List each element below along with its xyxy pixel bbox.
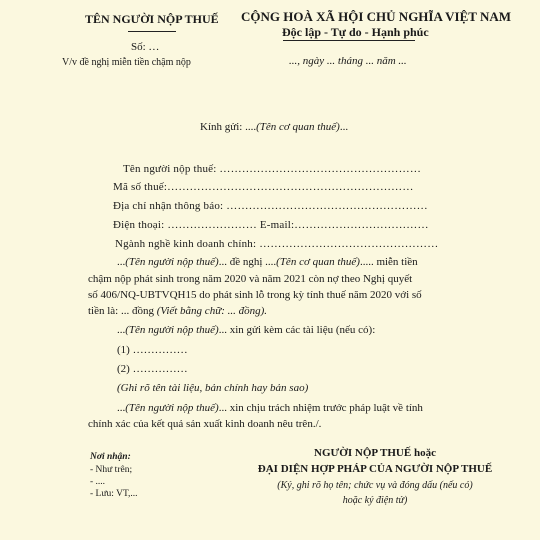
paragraph-1-line-3: số 406/NQ-UBTVQH15 do phát sinh lỗ trong kỳ tính thuế năm 2020 với số — [88, 289, 422, 301]
date-line: ..., ngày ... tháng ... năm ... — [289, 55, 407, 67]
recipient-item: - Lưu: VT,... — [90, 489, 138, 499]
paragraph-3-line-2: chính xác của kết quả sản xuất kinh doanh nêu trên./. — [88, 418, 322, 430]
amount-text: tiền là: ... đồng — [88, 305, 157, 317]
attachment-item-1: (1) …………… — [117, 344, 188, 356]
taxpayer-name-placeholder: (Tên người nộp thuế) — [125, 256, 219, 268]
taxpayer-name-placeholder: (Tên người nộp thuế) — [125, 402, 219, 414]
paragraph-3-line-1 — [117, 402, 423, 414]
paragraph-1-line-4 — [88, 305, 267, 317]
field-notice-address: Địa chỉ nhận thông báo: ……………………………………………… — [113, 200, 428, 212]
signature-title-1: NGƯỜI NỘP THUẾ hoặc — [314, 447, 436, 459]
taxpayer-name-placeholder: (Tên người nộp thuế) — [125, 324, 219, 336]
document-subject: V/v đề nghị miễn tiền chậm nộp — [62, 57, 191, 68]
header-left-rule — [128, 31, 176, 32]
paragraph-2 — [117, 324, 375, 336]
attachment-item-2: (2) …………… — [117, 363, 188, 375]
amount-in-words: (Viết bằng chữ: ... đồng). — [156, 305, 268, 317]
greeting-recipient: (Tên cơ quan thuế) — [256, 121, 340, 133]
attachment-note: (Ghi rõ tên tài liệu, bản chính hay bản sao) — [117, 382, 309, 394]
text-fragment: ... — [117, 402, 126, 414]
signature-title-2: ĐẠI DIỆN HỢP PHÁP CỦA NGƯỜI NỘP THUẾ — [257, 463, 493, 475]
taxpayer-name-header: TÊN NGƯỜI NỘP THUẾ — [85, 12, 219, 26]
greeting-label: Kính gửi: .... — [200, 121, 257, 133]
tax-authority-placeholder: (Tên cơ quan thuế) — [276, 256, 360, 268]
text-fragment: ... xin chịu trách nhiệm trước pháp luật về tính — [218, 402, 423, 414]
document-number: Số: … — [131, 41, 160, 53]
field-main-business: Ngành nghề kinh doanh chính: ………………………………………… — [115, 238, 439, 250]
field-phone-email: Điện thoại: …………………… E-mail:……………………………… — [113, 219, 429, 231]
greeting-tail: ... — [339, 121, 349, 133]
signature-note-1: (Ký, ghi rõ họ tên; chức vụ và đóng dấu (nếu có) — [277, 480, 473, 491]
paragraph-1-line-2: chậm nộp phát sinh trong năm 2020 và năm 2021 còn nợ theo Nghị quyết — [88, 273, 413, 285]
country-name: CỘNG HOÀ XÃ HỘI CHỦ NGHĨA VIỆT NAM — [241, 9, 512, 24]
text-fragment: ... đề nghị .... — [218, 256, 277, 268]
text-fragment: ... — [117, 324, 126, 336]
text-fragment: ..... miễn tiền — [359, 256, 418, 268]
text-fragment: ... — [117, 256, 126, 268]
motto-underline — [283, 40, 415, 41]
recipients-title: Nơi nhận: — [90, 452, 131, 462]
recipient-item: - Như trên; — [90, 465, 133, 475]
signature-note-2: hoặc ký điện tử) — [342, 495, 408, 506]
national-motto: Độc lập - Tự do - Hạnh phúc — [282, 25, 429, 39]
paragraph-1-line-1 — [117, 256, 418, 268]
field-tax-code: Mã số thuế:………………………………………………………… — [113, 181, 414, 193]
recipient-item: - .... — [90, 477, 106, 487]
greeting — [200, 121, 348, 133]
text-fragment: ... xin gửi kèm các tài liệu (nếu có): — [218, 324, 376, 336]
field-taxpayer-name: Tên người nộp thuế: ……………………………………………… — [123, 163, 422, 175]
